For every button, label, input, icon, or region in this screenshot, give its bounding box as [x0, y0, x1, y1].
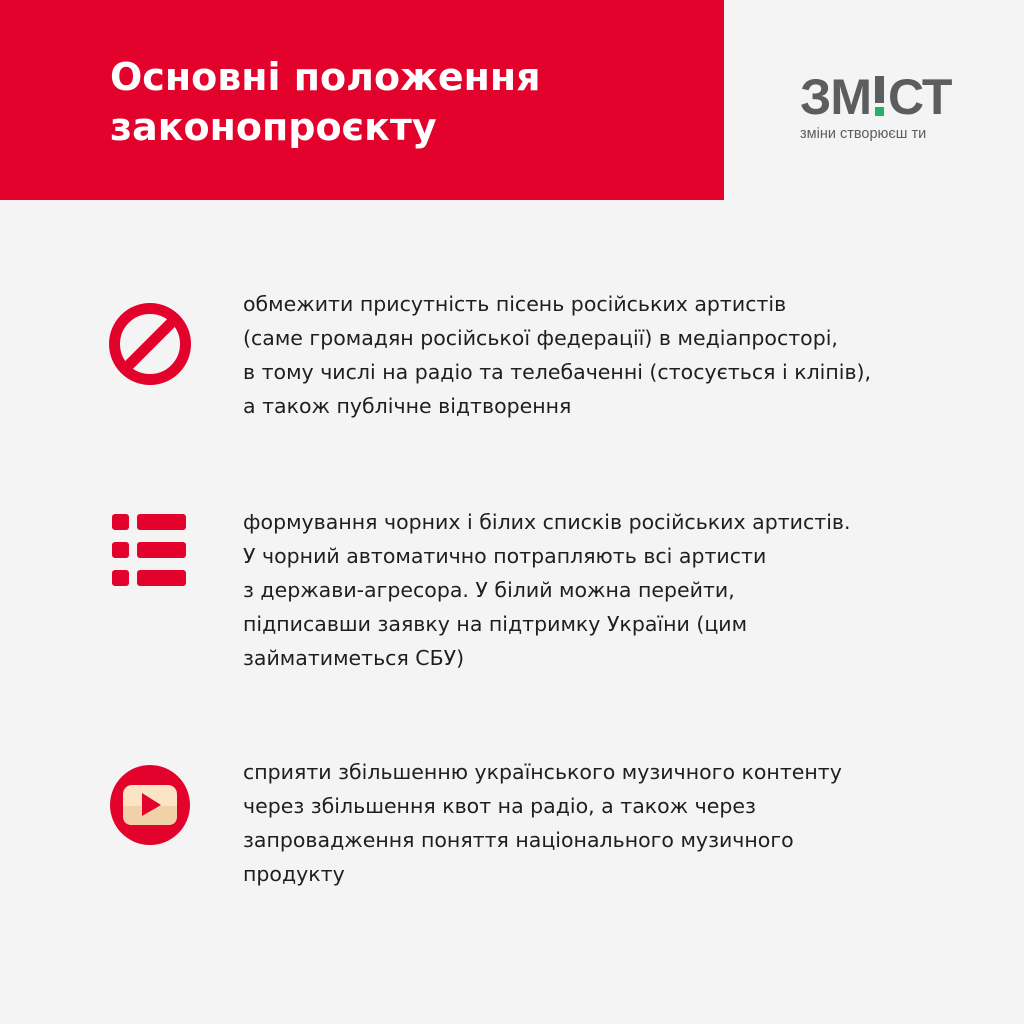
logo-exclamation-mark: [873, 76, 886, 116]
page-title-line: законопроєкту: [110, 105, 437, 149]
item-text-line: підписавши заявку на підтримку України (цим: [243, 612, 748, 636]
logo-word-right: СТ: [887, 69, 952, 125]
item-text-line: з держави-агресора. У білий можна перейти,: [243, 578, 735, 602]
item-text-line: через збільшення квот на радіо, а також через: [243, 794, 756, 818]
item-text-line: продукту: [243, 862, 345, 886]
logo-tagline: зміни створюєш ти: [800, 126, 927, 142]
item-text-line: а також публічне відтворення: [243, 394, 572, 418]
page-title-line: Основні положення: [110, 55, 541, 99]
zmist-logo: [800, 70, 950, 150]
item-text-line: обмежити присутність пісень російських артистів: [243, 292, 787, 316]
list-icon: [108, 513, 188, 589]
item-text-line: сприяти збільшенню українського музичного контенту: [243, 760, 842, 784]
item-text-line: запровадження поняття національного музичного: [243, 828, 794, 852]
item-text-line: (саме громадян російської федерації) в медіапросторі,: [243, 326, 838, 350]
logo-word-left: ЗМ: [800, 69, 871, 125]
prohibited-icon: [108, 302, 192, 386]
page-title: [110, 52, 710, 152]
item-text: [243, 287, 973, 423]
logo-wordmark: [800, 70, 950, 124]
item-text-line: У чорний автоматично потрапляють всі артисти: [243, 544, 767, 568]
header-band: [0, 0, 724, 200]
item-text-line: формування чорних і білих списків російських артистів.: [243, 510, 851, 534]
play-video-icon: [108, 763, 192, 847]
item-text-line: в тому числі на радіо та телебаченні (стосується і кліпів),: [243, 360, 872, 384]
item-text: [243, 755, 973, 891]
item-text: [243, 505, 973, 675]
item-text-line: займатиметься СБУ): [243, 646, 465, 670]
